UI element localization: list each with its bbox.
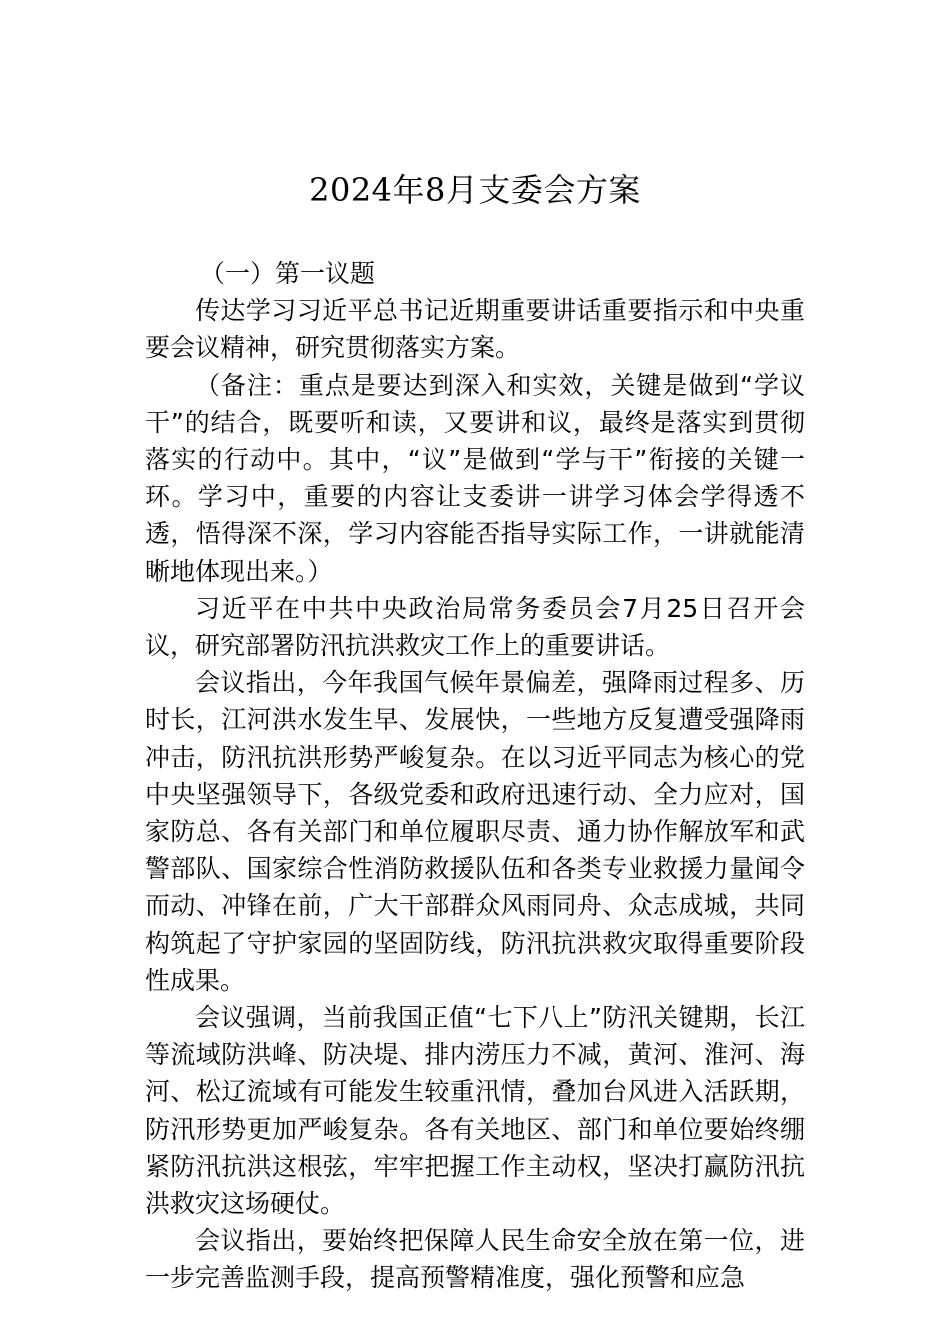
note-paragraph: （备注：重点是要达到深入和实效，关键是做到“学议干”的结合，既要听和读，又要讲和议，最终是落实到贯彻落实的行动中。其中，“议”是做到“学与干”衔接的关键一环。学习中，重要的内容让支委讲一讲学习体会学得透不透，悟得深不深，学习内容能否指导实际工作，一讲就能清晰地体现出来。） — [145, 370, 805, 586]
document-title: 2024年8月支委会方案 — [309, 171, 641, 209]
paragraph: 会议指出，今年我国气候年景偏差，强降雨过程多、历时长，江河洪水发生早、发展快，一些地方反复遭受强降雨冲击，防汛抗洪形势严峻复杂。在以习近平同志为核心的党中央坚强领导下，各级党委和政府迅速行动、全力应对，国家防总、各有关部门和单位履职尽责、通力协作解放军和武警部队、国家综合性消防救援队伍和各类专业救援力量闻令而动、冲锋在前，广大干部群众风雨同舟、众志成城，共同构筑起了守护家园的坚固防线，防汛抗洪救灾取得重要阶段性成果。 — [145, 668, 805, 995]
paragraph: 会议指出，要始终把保障人民生命安全放在第一位，进一步完善监测手段，提高预警精准度，强化预警和应急 — [145, 1226, 805, 1293]
paragraph: 会议强调，当前我国正值“七下八上”防汛关键期，长江等流域防洪峰、防决堤、排内涝压力不减，黄河、淮河、海河、松辽流域有可能发生较重汛情，叠加台风进入活跃期，防汛形势更加严峻复杂。各有关地区、部门和单位要始终绷紧防汛抗洪这根弦，牢牢把握工作主动权，坚决打赢防汛抗洪救灾这场硬仗。 — [145, 1003, 805, 1219]
paragraph: 习近平在中共中央政治局常务委员会7月25日召开会议，研究部署防汛抗洪救灾工作上的重要讲话。 — [145, 593, 805, 661]
document-body — [145, 255, 805, 1297]
paragraph: 传达学习习近平总书记近期重要讲话重要指示和中央重要会议精神，研究贯彻落实方案。 — [145, 296, 805, 363]
section-heading: （一）第一议题 — [200, 259, 376, 288]
